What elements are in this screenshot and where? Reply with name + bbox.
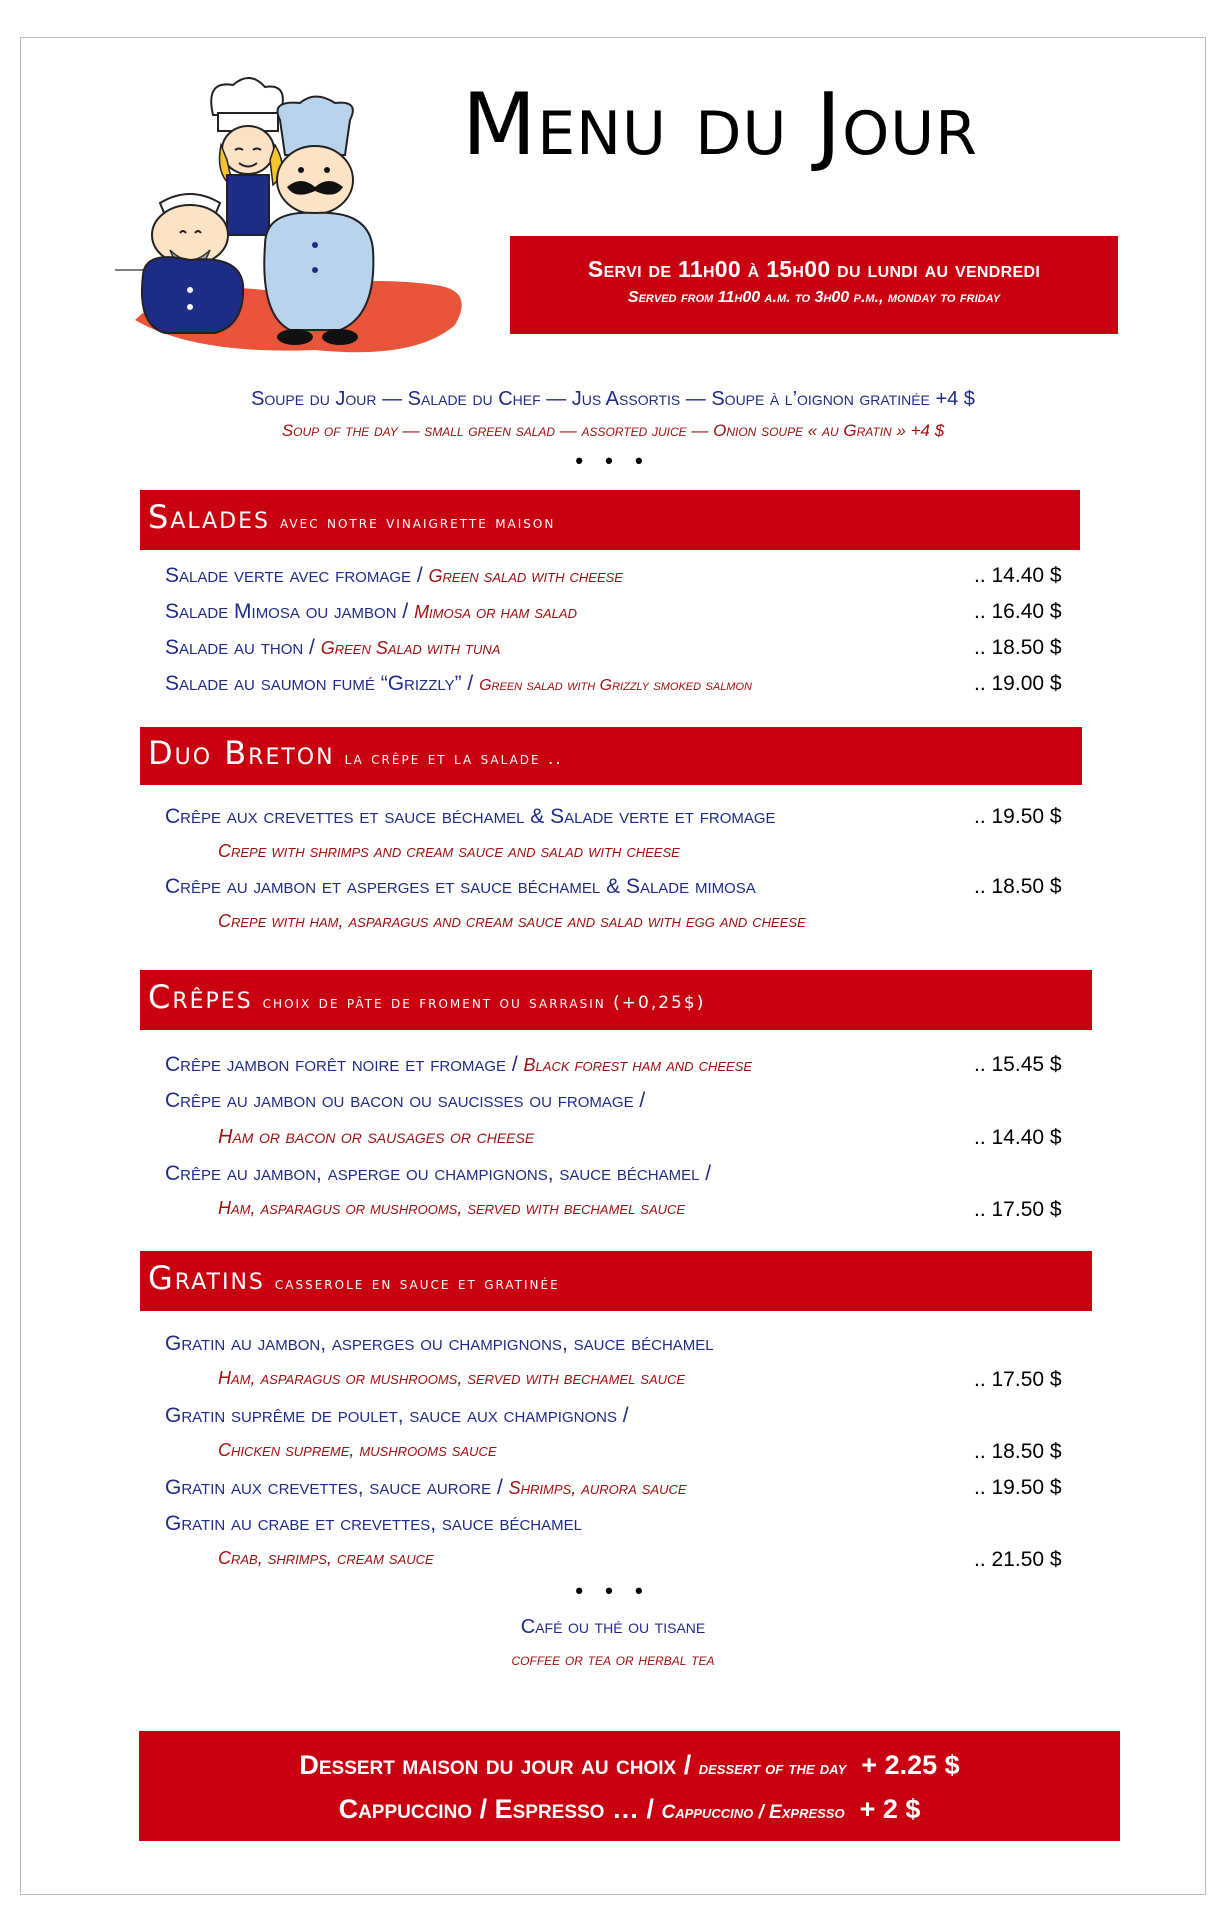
menu-item xyxy=(165,1332,714,1356)
item-price: .. 14.40 $ xyxy=(974,1126,1062,1149)
menu-item xyxy=(165,564,623,588)
menu-item xyxy=(165,600,577,624)
separator-dots: • • • xyxy=(575,1578,651,1603)
menu-item xyxy=(165,875,756,899)
item-fr: Crêpe aux crevettes et sauce béchamel & Salade verte et fromage xyxy=(165,805,776,828)
dessert-line-1 xyxy=(139,1745,1120,1789)
section-salades-subtitle: avec notre vinaigrette maison xyxy=(279,513,556,533)
intro-fr: Soupe du Jour — Salade du Chef — Jus Assortis — Soupe à l’oignon gratinée +4 $ xyxy=(251,388,975,410)
item-en: Green salad with cheese xyxy=(428,566,623,586)
item-en: Chicken supreme, mushrooms sauce xyxy=(218,1440,497,1460)
hours-fr: Servi de 11h00 à 15h00 du lundi au vendredi xyxy=(587,256,1041,282)
item-fr: Crêpe jambon forêt noire et fromage / xyxy=(165,1053,518,1076)
item-fr: Gratin au jambon, asperges ou champignons, sauce béchamel xyxy=(165,1332,714,1355)
item-fr: Salade au thon / xyxy=(165,636,315,659)
separator-dots: • • • xyxy=(575,448,651,473)
section-gratins-title: Gratins xyxy=(148,1259,265,1297)
item-fr: Salade au saumon fumé “Grizzly” / xyxy=(165,672,474,695)
hours-banner xyxy=(510,236,1118,334)
item-price: .. 18.50 $ xyxy=(974,636,1062,659)
item-fr: Crêpe au jambon ou bacon ou saucisses ou fromage / xyxy=(165,1089,646,1112)
item-fr: Crêpe au jambon, asperge ou champignons, sauce béchamel / xyxy=(165,1162,712,1185)
item-fr: Gratin suprême de poulet, sauce aux champignons / xyxy=(165,1404,629,1427)
item-price: .. 15.45 $ xyxy=(974,1053,1062,1076)
dessert-price: + 2.25 $ xyxy=(861,1750,960,1780)
item-price: .. 17.50 $ xyxy=(974,1368,1062,1391)
item-price: .. 14.40 $ xyxy=(974,564,1062,587)
item-fr: Salade verte avec fromage / xyxy=(165,564,423,587)
section-gratins-header xyxy=(140,1251,1092,1311)
coffee-extra-fr: Cappuccino / Espresso … / xyxy=(338,1794,654,1824)
item-en: Ham or bacon or sausages or cheese xyxy=(218,1126,535,1148)
item-fr: Salade Mimosa ou jambon / xyxy=(165,600,409,623)
section-crepes-subtitle: choix de pâte de froment ou sarrasin (+0,25$) xyxy=(262,993,706,1013)
dessert-fr: Dessert maison du jour au choix / xyxy=(299,1750,692,1780)
item-en: Mimosa or ham salad xyxy=(414,602,577,622)
item-price: .. 19.50 $ xyxy=(974,805,1062,828)
item-price: .. 18.50 $ xyxy=(974,875,1062,898)
section-crepes-header xyxy=(140,970,1092,1030)
section-duo-header xyxy=(140,727,1082,785)
item-en: Green salad with Grizzly smoked salmon xyxy=(479,677,752,694)
menu-item xyxy=(165,1476,687,1500)
item-en: Crab, shrimps, cream sauce xyxy=(218,1548,434,1568)
item-price: .. 16.40 $ xyxy=(974,600,1062,623)
item-en: Ham, asparagus or mushrooms, served with bechamel sauce xyxy=(218,1198,686,1218)
section-salades-title: Salades xyxy=(148,498,270,536)
dessert-en: dessert of the day xyxy=(698,1758,847,1779)
dessert-banner xyxy=(139,1731,1120,1841)
coffee-fr: Café ou thé ou tisane xyxy=(520,1616,706,1638)
menu-title: Menu du Jour xyxy=(462,75,978,175)
section-crepes-title: Crêpes xyxy=(148,978,253,1016)
menu-item xyxy=(165,1404,629,1428)
menu-item xyxy=(165,1162,711,1186)
item-en: Crepe with ham, asparagus and cream sauce and salad with egg and cheese xyxy=(218,911,806,931)
item-price: .. 19.00 $ xyxy=(974,672,1062,695)
item-en: Black forest ham and cheese xyxy=(523,1055,753,1075)
item-en: Shrimps, aurora sauce xyxy=(508,1478,687,1498)
dessert-line-2 xyxy=(139,1789,1120,1833)
section-salades-header xyxy=(140,490,1080,550)
item-price: .. 18.50 $ xyxy=(974,1440,1062,1463)
item-fr: Gratin aux crevettes, sauce aurore / xyxy=(165,1476,503,1499)
menu-item xyxy=(165,672,752,696)
hours-en: Served from 11h00 a.m. to 3h00 p.m., monday to friday xyxy=(627,289,1001,306)
item-price: .. 21.50 $ xyxy=(974,1548,1062,1571)
item-fr: Gratin au crabe et crevettes, sauce béchamel xyxy=(165,1512,582,1535)
menu-item xyxy=(165,1089,645,1113)
item-price: .. 19.50 $ xyxy=(974,1476,1062,1499)
item-en: Crepe with shrimps and cream sauce and salad with cheese xyxy=(218,841,680,861)
intro-en: Soup of the day — small green salad — assorted juice — Onion soupe « au Gratin » +4 $ xyxy=(281,421,945,440)
section-gratins-subtitle: casserole en sauce et gratinée xyxy=(274,1274,560,1294)
menu-item xyxy=(165,1512,582,1536)
item-fr: Crêpe au jambon et asperges et sauce béchamel & Salade mimosa xyxy=(165,875,756,898)
chefs-illustration xyxy=(115,75,520,360)
coffee-extra-en: Cappuccino / Expresso xyxy=(661,1802,845,1823)
section-duo-subtitle: la crêpe et la salade .. xyxy=(344,749,563,769)
item-price: .. 17.50 $ xyxy=(974,1198,1062,1221)
coffee-en: coffee or tea or herbal tea xyxy=(511,1650,715,1669)
item-en: Green Salad with tuna xyxy=(320,638,501,658)
item-en: Ham, asparagus or mushrooms, served with bechamel sauce xyxy=(218,1368,686,1388)
section-duo-title: Duo Breton xyxy=(148,734,335,772)
coffee-extra-price: + 2 $ xyxy=(859,1794,921,1824)
menu-item xyxy=(165,636,500,660)
menu-item xyxy=(165,1053,752,1077)
menu-item xyxy=(165,805,776,829)
